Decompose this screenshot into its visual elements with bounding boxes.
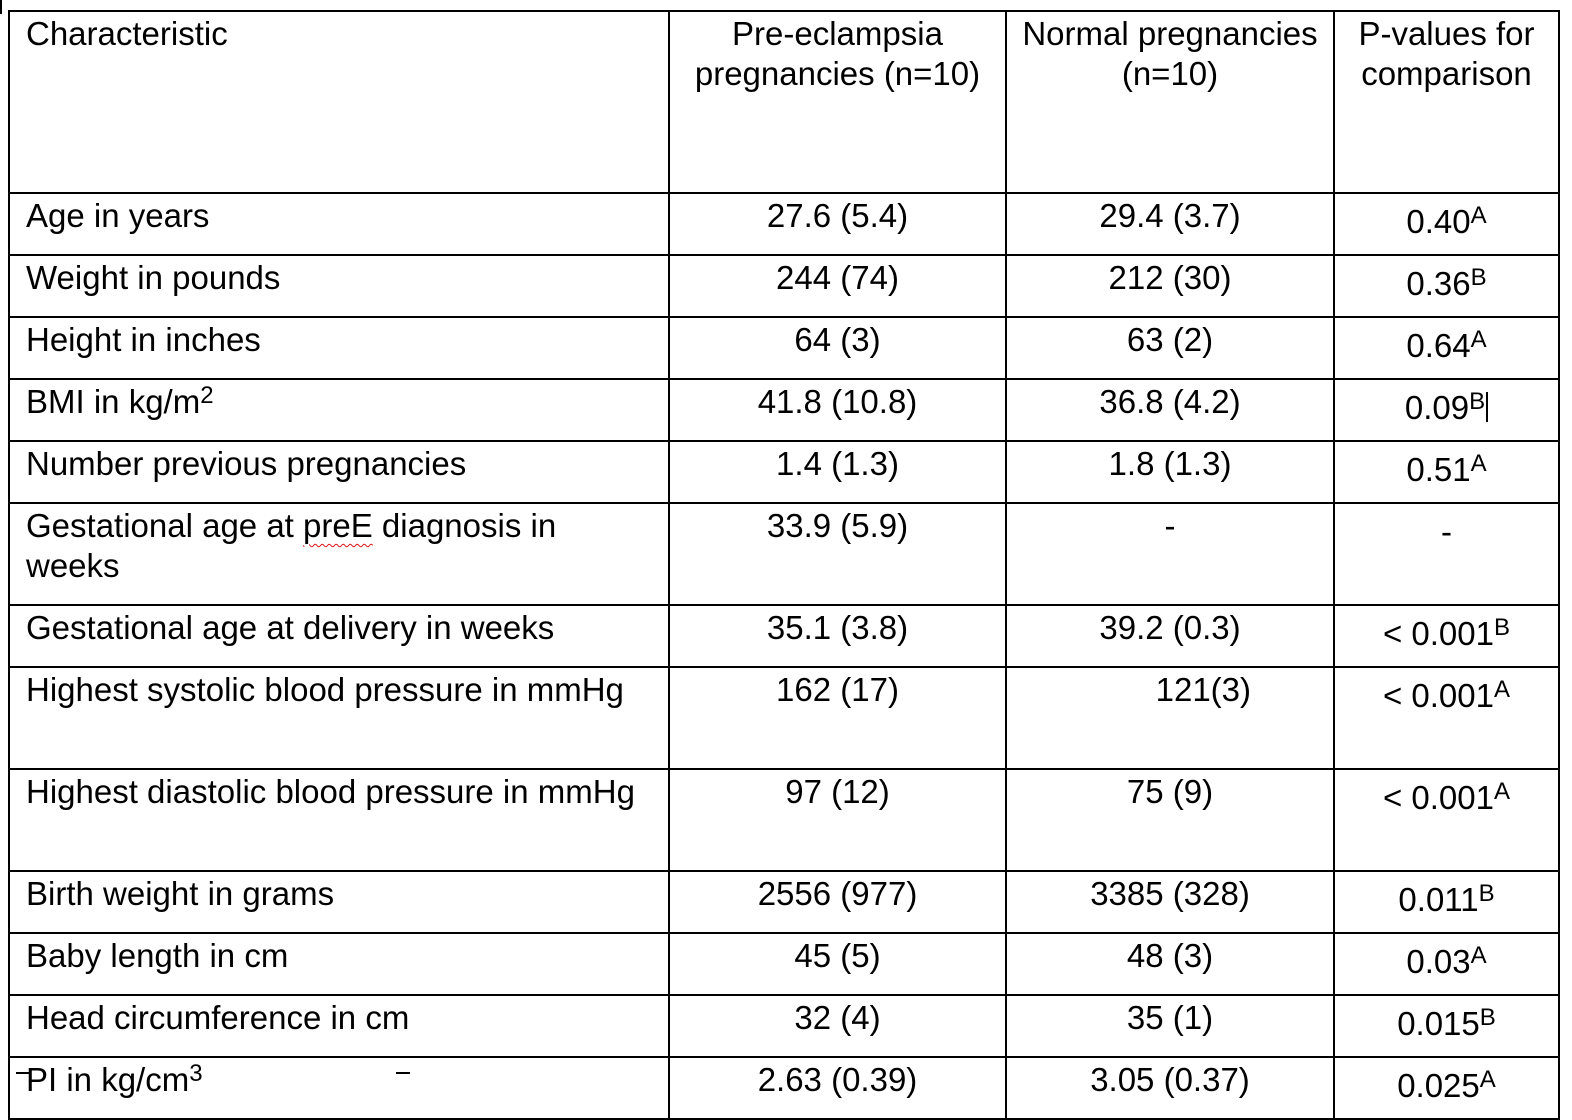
test-marker: A [1470,942,1487,969]
row-label: Weight in pounds [9,255,669,317]
table-row [9,605,1559,667]
table-row [9,1057,1559,1119]
test-marker: B [1469,388,1486,415]
normal-value: 3.05 (0.37) [1006,1057,1334,1119]
table-row [9,255,1559,317]
table-row [9,871,1559,933]
row-label: Head circumference in cm [9,995,669,1057]
normal-value: 1.8 (1.3) [1006,441,1334,503]
table-header-row [9,11,1559,193]
row-label: Gestational age at preE diagnosis in weeks [9,503,669,605]
test-marker: B [1470,264,1487,291]
row-label: Birth weight in grams [9,871,669,933]
p-value: $0.64^A$ [1334,317,1559,379]
header-pvalue: P-values for comparison [1334,11,1559,193]
row-label: Baby length in cm [9,933,669,995]
cropped-glyph [396,1072,410,1090]
test-marker: A [1470,202,1487,229]
test-marker: A [1494,676,1511,703]
normal-value: 35 (1) [1006,995,1334,1057]
normal-value: 212 (30) [1006,255,1334,317]
normal-value: 48 (3) [1006,933,1334,995]
normal-value: - [1006,503,1334,605]
header-preeclampsia: Pre-eclampsia pregnancies (n=10) [669,11,1006,193]
table-row [9,995,1559,1057]
p-value: < $0.001^A$ [1334,667,1559,769]
p-value: < $0.001^A$ [1334,769,1559,871]
preeclampsia-value: 162 (17) [669,667,1006,769]
test-marker: A [1470,326,1487,353]
normal-value: 29.4 (3.7) [1006,193,1334,255]
normal-value: 39.2 (0.3) [1006,605,1334,667]
table-row [9,667,1559,769]
table-row [9,503,1559,605]
p-value: $0.09^B$ [1334,379,1559,441]
p-value: $0.03^A$ [1334,933,1559,995]
table-row [9,441,1559,503]
text-cursor [1486,392,1488,422]
test-marker: B [1478,880,1495,907]
row-label: Highest diastolic blood pressure in mmHg [9,769,669,871]
row-label: Height in inches [9,317,669,379]
preeclampsia-value: 35.1 (3.8) [669,605,1006,667]
table-row [9,193,1559,255]
preeclampsia-value: 32 (4) [669,995,1006,1057]
unit-exponent: 2 [200,382,214,409]
preeclampsia-value: 2556 (977) [669,871,1006,933]
preeclampsia-value: 2.63 (0.39) [669,1057,1006,1119]
preeclampsia-value: 1.4 (1.3) [669,441,1006,503]
p-value: $0.015^B$ [1334,995,1559,1057]
row-label: Highest systolic blood pressure in mmHg [9,667,669,769]
p-value: $0.025^A$ [1334,1057,1559,1119]
test-marker: A [1479,1066,1496,1093]
p-value: < $0.001^B$ [1334,605,1559,667]
preeclampsia-value: 64 (3) [669,317,1006,379]
test-marker: B [1494,614,1511,641]
cropped-glyph [16,1072,30,1090]
table-row [9,317,1559,379]
characteristics-table [8,10,1560,1120]
normal-value: 36.8 (4.2) [1006,379,1334,441]
normal-value: 3385 (328) [1006,871,1334,933]
test-marker: B [1479,1004,1496,1031]
preeclampsia-value: 45 (5) [669,933,1006,995]
spellcheck-flagged-word[interactable]: preE [303,507,373,544]
table-row [9,379,1559,441]
preeclampsia-value: 97 (12) [669,769,1006,871]
normal-value: 63 (2) [1006,317,1334,379]
p-value: $0.51^A$ [1334,441,1559,503]
normal-value: 75 (9) [1006,769,1334,871]
row-label: Age in years [9,193,669,255]
corner-crop-mark [0,0,8,14]
header-normal: Normal pregnancies (n=10) [1006,11,1334,193]
test-marker: A [1494,778,1511,805]
row-label: PI in $kg/cm^3$ [9,1057,669,1119]
row-label: Number previous pregnancies [9,441,669,503]
p-value: $0.40^A$ [1334,193,1559,255]
test-marker: A [1470,450,1487,477]
preeclampsia-value: 244 (74) [669,255,1006,317]
row-label: Gestational age at delivery in weeks [9,605,669,667]
preeclampsia-value: 27.6 (5.4) [669,193,1006,255]
header-characteristic: Characteristic [9,11,669,193]
unit-exponent: 3 [189,1060,203,1087]
table-row [9,769,1559,871]
p-value: $0.36^B$ [1334,255,1559,317]
preeclampsia-value: 41.8 (10.8) [669,379,1006,441]
cropped-footnote-line [0,1072,1572,1088]
normal-value: 121(3) [1006,667,1334,769]
table-row [9,933,1559,995]
row-label: BMI in $kg/m^2$ [9,379,669,441]
preeclampsia-value: 33.9 (5.9) [669,503,1006,605]
p-value: - [1334,503,1559,605]
p-value: $0.011^B$ [1334,871,1559,933]
